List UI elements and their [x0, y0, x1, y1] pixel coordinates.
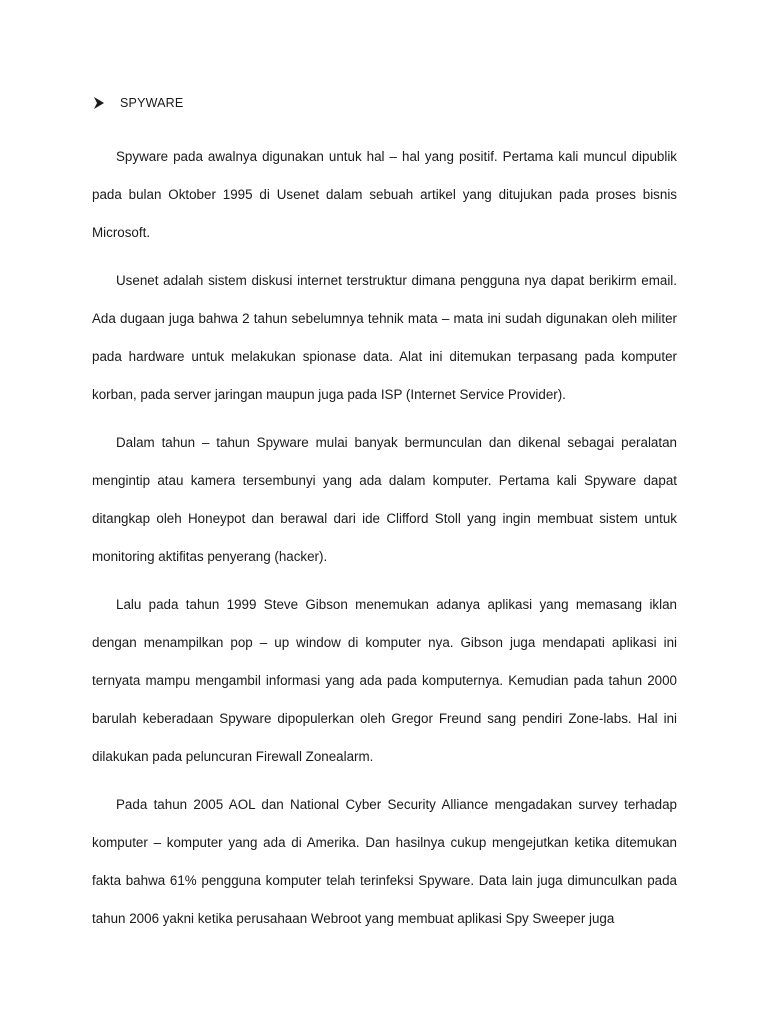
- arrowhead-bullet-icon: [92, 96, 106, 110]
- paragraph-5: Pada tahun 2005 AOL dan National Cyber Security Alliance mengadakan survey terhadap komputer – komputer yang ada di Amerika. Dan hasilnya cukup mengejutkan ketika ditemukan fakta bahwa 61% pengguna komputer telah terinfeksi Spyware. Data lain juga dimunculkan pada tahun 2006 yakni ketika perusahaan Webroot yang membuat aplikasi Spy Sweeper juga: [92, 797, 677, 926]
- paragraph-1: Spyware pada awalnya digunakan untuk hal – hal yang positif. Pertama kali muncul dipublik pada bulan Oktober 1995 di Usenet dalam sebuah artikel yang ditujukan pada proses bisnis Microsoft.: [92, 149, 677, 240]
- paragraph-3: Dalam tahun – tahun Spyware mulai banyak bermunculan dan dikenal sebagai peralatan mengintip atau kamera tersembunyi yang ada dalam komputer. Pertama kali Spyware dapat ditangkap oleh Honeypot dan berawal dari ide Clifford Stoll yang ingin membuat sistem untuk monitoring aktifitas penyerang (hacker).: [92, 435, 677, 564]
- paragraph-2: Usenet adalah sistem diskusi internet terstruktur dimana pengguna nya dapat berikirm email. Ada dugaan juga bahwa 2 tahun sebelumnya tehnik mata – mata ini sudah digunakan oleh militer pada hardware untuk melakukan spionase data. Alat ini ditemukan terpasang pada komputer korban, pada server jaringan maupun juga pada ISP (Internet Service Provider).: [92, 273, 677, 402]
- heading-text: SPYWARE: [120, 96, 184, 110]
- section-heading: [92, 92, 183, 114]
- paragraph-4: Lalu pada tahun 1999 Steve Gibson menemukan adanya aplikasi yang memasang iklan dengan menampilkan pop – up window di komputer nya. Gibson juga mendapati aplikasi ini ternyata mampu mengambil informasi yang ada pada komputernya. Kemudian pada tahun 2000 barulah keberadaan Spyware dipopulerkan oleh Gregor Freund sang pendiri Zone-labs. Hal ini dilakukan pada peluncuran Firewall Zonealarm.: [92, 597, 677, 764]
- body-text: [92, 138, 677, 948]
